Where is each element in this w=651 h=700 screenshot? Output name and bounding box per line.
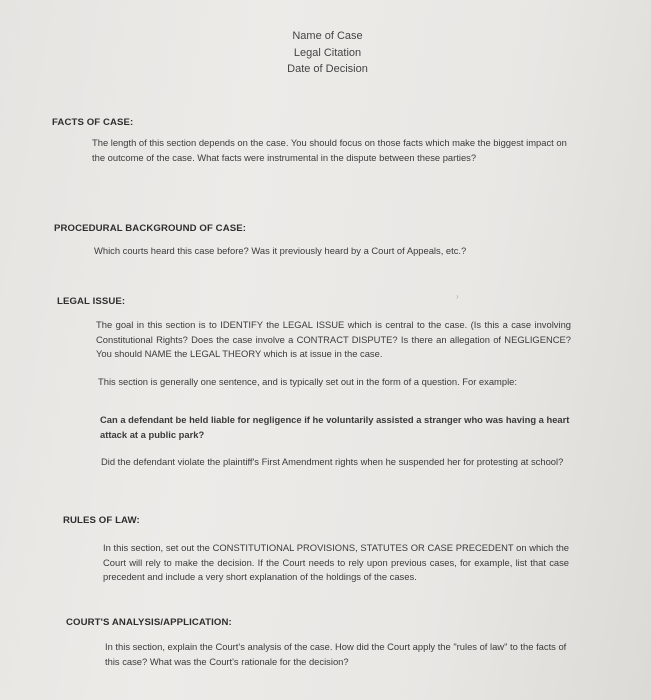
date-of-decision: Date of Decision xyxy=(287,63,368,75)
analysis-heading: COURT'S ANALYSIS/APPLICATION: xyxy=(66,617,232,628)
facts-heading: FACTS OF CASE: xyxy=(52,117,134,128)
rules-heading: RULES OF LAW: xyxy=(63,515,140,526)
example-question-2: Did the defendant violate the plaintiff's First Amendment rights when he suspended her for protesting at school? xyxy=(101,456,564,467)
legal-citation: Legal Citation xyxy=(293,46,362,59)
facts-paragraph: The length of this section depends on the case. You should focus on those facts which make the biggest impact on the outcome of the case. What facts were instrumental in the dispute between these parties? xyxy=(92,137,567,163)
analysis-paragraph: In this section, explain the Court's analysis of the case. How did the Court apply the "rules of law" to the facts of this case? What was the Court's rationale for the decision? xyxy=(105,641,567,667)
example-question-1: Can a defendant be held liable for negligence if he voluntarily assisted a stranger who was having a heart attack at a public park? xyxy=(100,414,570,440)
stray-mark: › xyxy=(456,292,459,301)
case-header xyxy=(0,28,651,78)
legal-issue-heading: LEGAL ISSUE: xyxy=(57,296,126,307)
legal-issue-format-paragraph: This section is generally one sentence, and is typically set out in the form of a question. For example: xyxy=(98,376,517,387)
legal-issue-paragraph: The goal in this section is to IDENTIFY the LEGAL ISSUE which is central to the case. (Is this a case involving Constitutional Rights? Does the case involve a CONTRACT DISPUTE? Is there an allegation of NEGLIGENCE? You should NAME the LEGAL THEORY which is at issue in the case. xyxy=(96,319,571,359)
name-of-case: Name of Case xyxy=(292,30,363,42)
procedural-heading: PROCEDURAL BACKGROUND OF CASE: xyxy=(54,223,247,234)
procedural-paragraph: Which courts heard this case before? Was it previously heard by a Court of Appeals, etc.? xyxy=(94,245,467,256)
rules-paragraph: In this section, set out the CONSTITUTIONAL PROVISIONS, STATUTES OR CASE PRECEDENT on which the Court will rely to make the decision. If the Court needs to rely upon previous cases, for example, list that case precedent and include a very short explanation of the holdings of the cases. xyxy=(103,542,569,582)
